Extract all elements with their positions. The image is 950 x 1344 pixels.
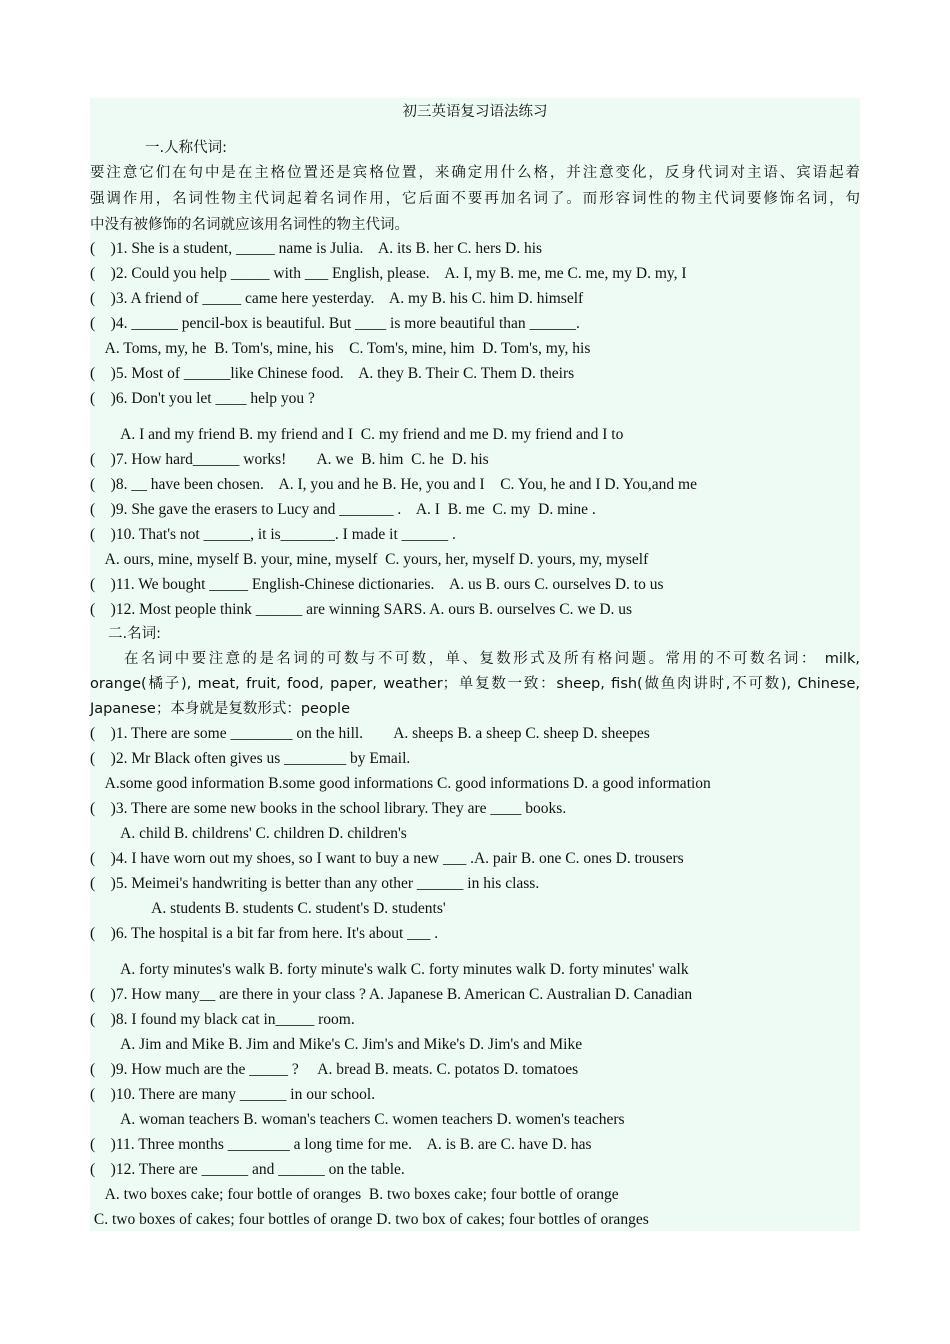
- intro-paragraph-line: 中没有被修饰的名词就应该用名词性的物主代词。: [90, 217, 409, 233]
- intro-paragraph-line: orange(橘子), meat, fruit, food, paper, weather；单复数一致：sheep, fish(做鱼肉讲时,不可数), Chinese,: [90, 676, 860, 692]
- question-line: ( )8. __ have been chosen. A. I, you and he B. He, you and I C. You, he and I D. You,and me: [90, 476, 697, 493]
- answer-options-line: A. Jim and Mike B. Jim and Mike's C. Jim's and Mike's D. Jim's and Mike: [90, 1036, 583, 1053]
- question-line: ( )6. The hospital is a bit far from here. It's about ___ .: [90, 925, 439, 942]
- question-line: ( )8. I found my black cat in_____ room.: [90, 1011, 355, 1028]
- question-line: ( )7. How hard______ works! A. we B. him C. he D. his: [90, 451, 489, 468]
- question-line: ( )10. That's not ______, it is_______. I made it ______ .: [90, 526, 456, 543]
- page-title: 初三英语复习语法练习: [402, 104, 548, 120]
- section-heading-nouns: 二.名词:: [108, 626, 161, 642]
- question-line: ( )11. We bought _____ English-Chinese dictionaries. A. us B. ours C. ourselves D. to us: [90, 576, 664, 593]
- question-line: ( )12. There are ______ and ______ on the table.: [90, 1161, 405, 1178]
- intro-paragraph-line: 在名词中要注意的是名词的可数与不可数，单、复数形式及所有格问题。常用的不可数名词： milk,: [124, 651, 860, 667]
- question-line: ( )2. Could you help _____ with ___ English, please. A. I, my B. me, me C. me, my D. my, I: [90, 265, 687, 282]
- question-line: ( )3. There are some new books in the school library. They are ____ books.: [90, 800, 567, 817]
- question-line: ( )6. Don't you let ____ help you ?: [90, 390, 315, 407]
- question-line: ( )3. A friend of _____ came here yesterday. A. my B. his C. him D. himself: [90, 290, 584, 307]
- answer-options-line: A. Toms, my, he B. Tom's, mine, his C. Tom's, mine, him D. Tom's, my, his: [90, 340, 591, 357]
- answer-options-line: A. two boxes cake; four bottle of oranges B. two boxes cake; four bottle of orange: [90, 1186, 619, 1203]
- intro-paragraph-line: Japanese；本身就是复数形式：people: [90, 701, 350, 717]
- question-line: ( )5. Most of ______like Chinese food. A. they B. Their C. Them D. theirs: [90, 365, 575, 382]
- answer-options-line: A.some good information B.some good informations C. good informations D. a good information: [90, 775, 711, 792]
- intro-paragraph-line: 强调作用，名词性物主代词起着名词作用，它后面不要再加名词了。而形容词性的物主代词要修饰名词，句: [90, 191, 860, 207]
- question-line: ( )12. Most people think ______ are winning SARS. A. ours B. ourselves C. we D. us: [90, 601, 633, 618]
- worksheet-page: [90, 98, 860, 1231]
- answer-options-line: A. forty minutes's walk B. forty minute's walk C. forty minutes walk D. forty minutes' walk: [90, 961, 689, 978]
- question-line: ( )1. She is a student, _____ name is Julia. A. its B. her C. hers D. his: [90, 240, 543, 257]
- answer-options-line: C. two boxes of cakes; four bottles of orange D. two box of cakes; four bottles of oranges: [90, 1211, 649, 1228]
- question-line: ( )7. How many__ are there in your class ? A. Japanese B. American C. Australian D. Canadian: [90, 986, 693, 1003]
- answer-options-line: A. I and my friend B. my friend and I C. my friend and me D. my friend and I to: [90, 426, 624, 443]
- question-line: ( )10. There are many ______ in our school.: [90, 1086, 376, 1103]
- answer-options-line: A. students B. students C. student's D. students': [90, 900, 446, 917]
- question-line: ( )9. How much are the _____ ? A. bread B. meats. C. potatos D. tomatoes: [90, 1061, 579, 1078]
- question-line: ( )9. She gave the erasers to Lucy and _______ . A. I B. me C. my D. mine .: [90, 501, 596, 518]
- question-line: ( )4. I have worn out my shoes, so I want to buy a new ___ .A. pair B. one C. ones D. trousers: [90, 850, 684, 867]
- question-line: ( )2. Mr Black often gives us ________ by Email.: [90, 750, 411, 767]
- intro-paragraph-line: 要注意它们在句中是在主格位置还是宾格位置，来确定用什么格，并注意变化，反身代词对主语、宾语起着: [90, 165, 860, 181]
- question-line: ( )5. Meimei's handwriting is better than any other ______ in his class.: [90, 875, 540, 892]
- answer-options-line: A. ours, mine, myself B. your, mine, myself C. yours, her, myself D. yours, my, myself: [90, 551, 649, 568]
- question-line: ( )11. Three months ________ a long time for me. A. is B. are C. have D. has: [90, 1136, 592, 1153]
- answer-options-line: A. child B. childrens' C. children D. children's: [90, 825, 407, 842]
- section-heading-pronouns: 一.人称代词:: [145, 140, 227, 156]
- question-line: ( )1. There are some ________ on the hill. A. sheeps B. a sheep C. sheep D. sheepes: [90, 725, 650, 742]
- question-line: ( )4. ______ pencil-box is beautiful. But ____ is more beautiful than ______.: [90, 315, 580, 332]
- answer-options-line: A. woman teachers B. woman's teachers C. women teachers D. women's teachers: [90, 1111, 625, 1128]
